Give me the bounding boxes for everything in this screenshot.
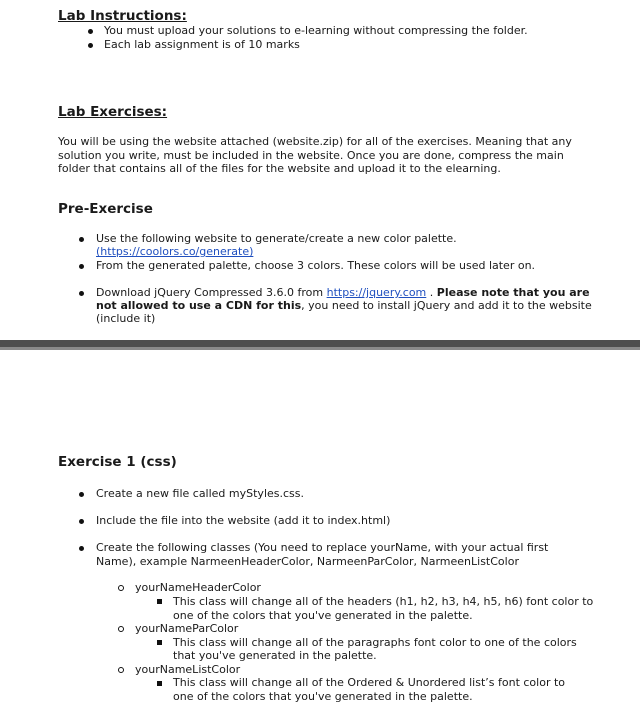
item3-after-link: . [426, 286, 437, 299]
class-desc-line: This class will change all of the Ordered & Unordered list’s font color to [173, 676, 566, 689]
bullet-icon [79, 492, 84, 497]
square-bullet-icon [157, 640, 162, 645]
bullet-icon [79, 546, 84, 551]
item3-prefix: Download jQuery Compressed 3.6.0 from [96, 286, 327, 299]
pre-exercise-item-3 [96, 286, 590, 300]
pre-exercise-item-3-line3: (include it) [96, 312, 156, 325]
jquery-link[interactable]: https://jquery.com [326, 286, 427, 299]
coolors-link[interactable]: (https://coolors.co/generate) [96, 245, 254, 258]
item3-bold-cdn: not allowed to use a CDN for this [96, 299, 302, 312]
bullet-icon [88, 43, 93, 48]
pre-exercise-item-1: Use the following website to generate/create a new color palette. [96, 232, 457, 245]
lab-exercises-heading: Lab Exercises: [58, 104, 168, 120]
class-desc-line: that you've generated in the palette. [173, 649, 377, 662]
class-desc-line: This class will change all of the headers (h1, h2, h3, h4, h5, h6) font color to [173, 595, 594, 608]
class-name-header: yourNameHeaderColor [135, 581, 261, 594]
instruction-item: You must upload your solutions to e-learning without compressing the folder. [104, 24, 528, 37]
class-name-list: yourNameListColor [135, 663, 241, 676]
exercise1-item-3-line2: Name), example NarmeenHeaderColor, NarmeenParColor, NarmeenListColor [96, 555, 519, 568]
exercise1-heading: Exercise 1 (css) [58, 454, 177, 470]
circle-bullet-icon [118, 585, 124, 591]
exercise1-item-1: Create a new file called myStyles.css. [96, 487, 305, 500]
bullet-icon [79, 519, 84, 524]
class-desc-line: This class will change all of the paragraphs font color to one of the colors [173, 636, 577, 649]
pre-exercise-heading: Pre-Exercise [58, 201, 153, 217]
item3-bold-note: Please note that you are [436, 286, 590, 299]
bullet-icon [79, 291, 84, 296]
square-bullet-icon [157, 681, 162, 686]
class-desc-line: one of the colors that you've generated in the palette. [173, 609, 473, 622]
exercises-paragraph-line: solution you write, must be included in the website. Once you are done, compress the main [58, 149, 564, 162]
circle-bullet-icon [118, 667, 124, 673]
square-bullet-icon [157, 599, 162, 604]
bullet-icon [79, 237, 84, 242]
pre-exercise-item-3-line2 [96, 299, 592, 313]
bullet-icon [79, 264, 84, 269]
exercise1-item-3: Create the following classes (You need to replace yourName, with your actual first [96, 541, 549, 554]
class-desc-line: one of the colors that you've generated in the palette. [173, 690, 473, 703]
class-name-par: yourNameParColor [135, 622, 239, 635]
exercises-paragraph-line: You will be using the website attached (website.zip) for all of the exercises. Meaning that any [58, 135, 572, 148]
circle-bullet-icon [118, 626, 124, 632]
instruction-item: Each lab assignment is of 10 marks [104, 38, 300, 51]
bullet-icon [88, 29, 93, 34]
lab-instructions-heading: Lab Instructions: [58, 8, 187, 24]
exercise1-item-2: Include the file into the website (add it to index.html) [96, 514, 391, 527]
exercises-paragraph-line: folder that contains all of the files for the website and upload it to the elearning. [58, 162, 501, 175]
pre-exercise-item-2: From the generated palette, choose 3 colors. These colors will be used later on. [96, 259, 536, 272]
item3-rest: , you need to install jQuery and add it to the website [301, 299, 592, 312]
coolors-link-line [96, 245, 253, 259]
page-divider [0, 340, 640, 350]
